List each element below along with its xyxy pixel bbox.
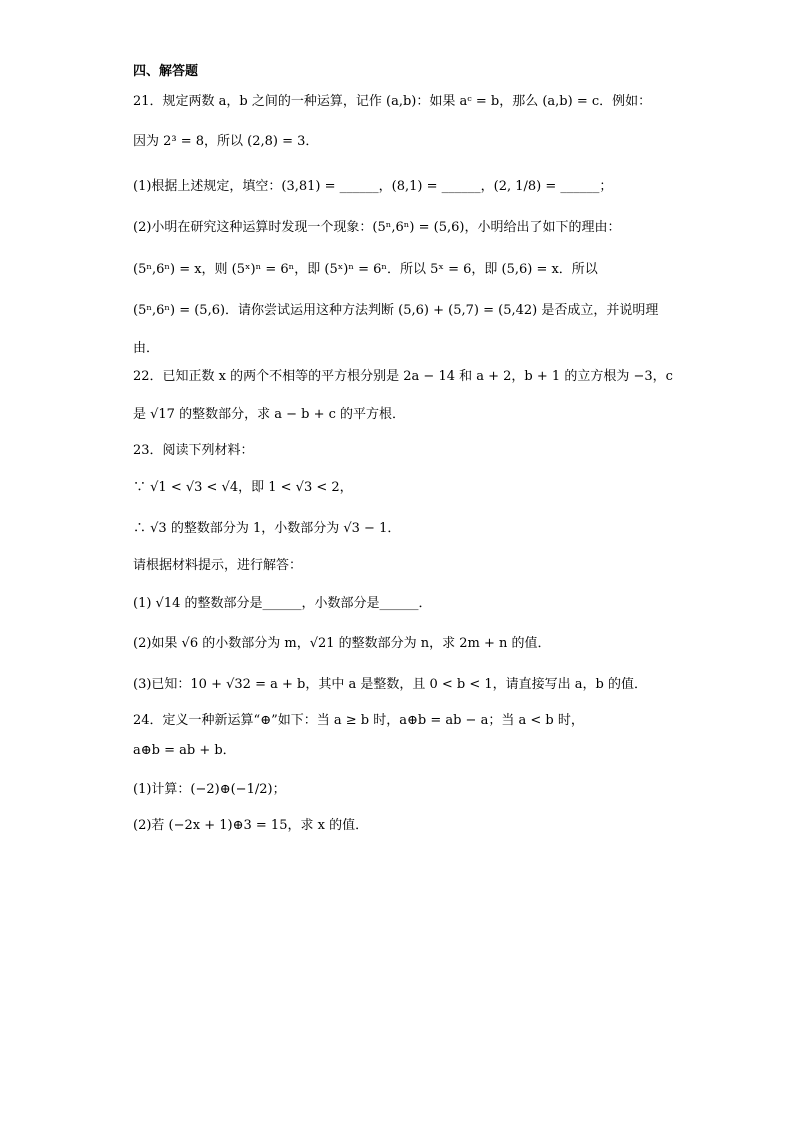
q21-part2-line-4: 由． bbox=[133, 341, 160, 356]
q21-line-2: 因为 2³ = 8，所以 (2,8) = 3． bbox=[133, 134, 319, 149]
q24-part2: (2)若 (−2x + 1)⊕3 = 15，求 x 的值． bbox=[133, 818, 369, 833]
q23-title: 23．阅读下列材料： bbox=[133, 443, 254, 458]
q23-part1: (1) √14 的整数部分是______，小数部分是______． bbox=[133, 596, 432, 611]
q23-part3: (3)已知：10 + √32 = a + b，其中 a 是整数，且 0 < b < 1，请直接写出 a，b 的值． bbox=[133, 677, 647, 692]
q23-part2: (2)如果 √6 的小数部分为 m，√21 的整数部分为 n，求 2m + n 的值． bbox=[133, 636, 551, 651]
q22-line-1: 22．已知正数 x 的两个不相等的平方根分别是 2a − 14 和 a + 2，b + 1 的立方根为 −3，c bbox=[133, 369, 673, 384]
q21-part2-line-1: (2)小明在研究这种运算时发现一个现象：(5ⁿ,6ⁿ) = (5,6)，小明给出了如下的理由： bbox=[133, 220, 621, 235]
q23-material-2: ∴ √3 的整数部分为 1，小数部分为 √3 − 1． bbox=[133, 521, 401, 536]
q21-part2-line-2: (5ⁿ,6ⁿ) = x，则 (5ˣ)ⁿ = 6ⁿ，即 (5ˣ)ⁿ = 6ⁿ．所以 5ˣ = 6，即 (5,6) = x．所以 bbox=[133, 262, 598, 277]
q23-instruction: 请根据材料提示，进行解答： bbox=[133, 558, 303, 573]
q21-part1: (1)根据上述规定，填空：(3,81) = ______，(8,1) = ______，(2, 1/8) = ______； bbox=[133, 179, 613, 194]
q23-material-1: ∵ √1 < √3 < √4，即 1 < √3 < 2， bbox=[133, 480, 353, 495]
section-heading: 四、解答题 bbox=[133, 64, 199, 79]
q24-part1: (1)计算：(−2)⊕(−1/2)； bbox=[133, 782, 286, 797]
q21-line-1: 21．规定两数 a，b 之间的一种运算，记作 (a,b)：如果 aᶜ = b，那么 (a,b) = c．例如： bbox=[133, 94, 652, 109]
q24-line-2: a⊕b = ab + b． bbox=[133, 743, 236, 758]
q24-line-1: 24．定义一种新运算“⊕”如下：当 a ≥ b 时，a⊕b = ab − a；当 a < b 时， bbox=[133, 713, 584, 728]
q21-part2-line-3: (5ⁿ,6ⁿ) = (5,6)．请你尝试运用这种方法判断 (5,6) + (5,7) = (5,42) 是否成立，并说明理 bbox=[133, 303, 659, 318]
q22-line-2: 是 √17 的整数部分，求 a − b + c 的平方根． bbox=[133, 407, 406, 422]
